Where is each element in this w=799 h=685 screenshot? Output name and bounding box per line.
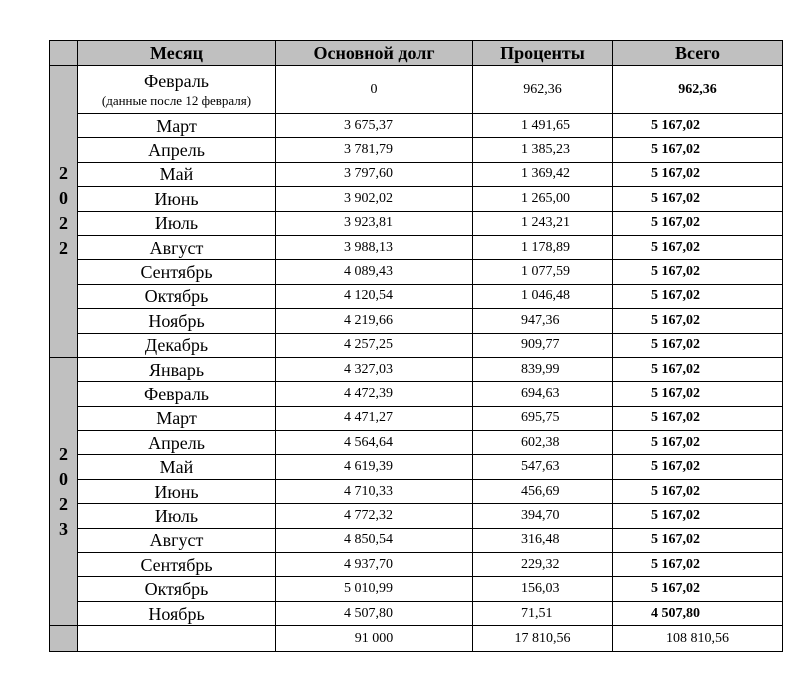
header-corner-cell (50, 41, 78, 66)
principal-cell: 4 219,66 (276, 309, 473, 333)
interest-cell: 839,99 (473, 357, 613, 381)
header-principal: Основной долг (276, 41, 473, 66)
total-cell: 5 167,02 (613, 479, 783, 503)
table-row (50, 504, 783, 528)
total-cell: 5 167,02 (613, 528, 783, 552)
principal-cell: 5 010,99 (276, 577, 473, 601)
interest-cell: 156,03 (473, 577, 613, 601)
table-row (50, 66, 783, 114)
interest-cell: 1 369,42 (473, 162, 613, 186)
table-row (50, 333, 783, 357)
interest-cell: 1 491,65 (473, 114, 613, 138)
header-total: Всего (613, 41, 783, 66)
interest-cell: 71,51 (473, 601, 613, 625)
interest-cell: 909,77 (473, 333, 613, 357)
interest-cell: 962,36 (473, 66, 613, 114)
month-note: (данные после 12 февраля) (101, 93, 252, 108)
table-row (50, 431, 783, 455)
table-row (50, 382, 783, 406)
interest-cell: 694,63 (473, 382, 613, 406)
totals-interest: 17 810,56 (473, 626, 613, 652)
interest-cell: 1 077,59 (473, 260, 613, 284)
table-row (50, 284, 783, 308)
total-cell: 5 167,02 (613, 211, 783, 235)
year-digit: 0 (59, 468, 68, 489)
table-row (50, 235, 783, 259)
month-cell: Февраль (78, 382, 276, 406)
month-cell: Октябрь (78, 284, 276, 308)
header-interest: Проценты (473, 41, 613, 66)
month-cell: Октябрь (78, 577, 276, 601)
total-cell: 5 167,02 (613, 553, 783, 577)
month-cell: Март (78, 114, 276, 138)
month-cell: Апрель (78, 431, 276, 455)
table-row (50, 162, 783, 186)
interest-cell: 229,32 (473, 553, 613, 577)
table-row (50, 138, 783, 162)
principal-cell: 3 902,02 (276, 187, 473, 211)
interest-cell: 1 178,89 (473, 235, 613, 259)
total-cell: 5 167,02 (613, 382, 783, 406)
month-cell: Май (78, 162, 276, 186)
table-row (50, 406, 783, 430)
principal-cell: 0 (276, 66, 473, 114)
principal-cell: 3 923,81 (276, 211, 473, 235)
year-label-cell (50, 357, 78, 625)
principal-cell: 4 472,39 (276, 382, 473, 406)
table-row (50, 528, 783, 552)
month-cell: Июль (78, 504, 276, 528)
principal-cell: 4 257,25 (276, 333, 473, 357)
payment-schedule-table (49, 40, 783, 652)
year-digit: 2 (59, 213, 68, 234)
month-cell: Ноябрь (78, 309, 276, 333)
principal-cell: 3 988,13 (276, 235, 473, 259)
totals-month-cell (78, 626, 276, 652)
table-row (50, 187, 783, 211)
total-cell: 5 167,02 (613, 138, 783, 162)
interest-cell: 1 385,23 (473, 138, 613, 162)
month-cell: Сентябрь (78, 260, 276, 284)
table-row (50, 479, 783, 503)
year-digit: 2 (59, 493, 68, 514)
table-row (50, 260, 783, 284)
year-digit: 3 (59, 518, 68, 539)
interest-cell: 547,63 (473, 455, 613, 479)
interest-cell: 602,38 (473, 431, 613, 455)
total-cell: 5 167,02 (613, 333, 783, 357)
header-row (50, 41, 783, 66)
interest-cell: 1 265,00 (473, 187, 613, 211)
table-row (50, 601, 783, 625)
principal-cell: 4 850,54 (276, 528, 473, 552)
principal-cell: 4 937,70 (276, 553, 473, 577)
table-row (50, 309, 783, 333)
principal-cell: 3 781,79 (276, 138, 473, 162)
table-row (50, 455, 783, 479)
totals-corner-cell (50, 626, 78, 652)
year-digit: 2 (59, 443, 68, 464)
month-cell: Август (78, 235, 276, 259)
total-cell: 5 167,02 (613, 406, 783, 430)
month-cell: Май (78, 455, 276, 479)
year-digit: 2 (59, 238, 68, 259)
total-cell: 5 167,02 (613, 455, 783, 479)
total-cell: 5 167,02 (613, 504, 783, 528)
month-label: Февраль (143, 71, 210, 91)
year-digit: 0 (59, 188, 68, 209)
interest-cell: 316,48 (473, 528, 613, 552)
principal-cell: 4 710,33 (276, 479, 473, 503)
principal-cell: 4 120,54 (276, 284, 473, 308)
month-cell: Июль (78, 211, 276, 235)
total-cell: 5 167,02 (613, 260, 783, 284)
interest-cell: 1 046,48 (473, 284, 613, 308)
principal-cell: 4 772,32 (276, 504, 473, 528)
total-cell: 5 167,02 (613, 114, 783, 138)
total-cell: 5 167,02 (613, 284, 783, 308)
month-cell (78, 66, 276, 114)
month-cell: Апрель (78, 138, 276, 162)
year-label-cell (50, 66, 78, 358)
principal-cell: 3 675,37 (276, 114, 473, 138)
header-month: Месяц (78, 41, 276, 66)
principal-cell: 4 507,80 (276, 601, 473, 625)
month-cell: Август (78, 528, 276, 552)
total-cell: 5 167,02 (613, 162, 783, 186)
principal-cell: 4 564,64 (276, 431, 473, 455)
total-cell: 5 167,02 (613, 235, 783, 259)
month-cell: Сентябрь (78, 553, 276, 577)
total-cell: 5 167,02 (613, 577, 783, 601)
table-row (50, 357, 783, 381)
table-row (50, 114, 783, 138)
interest-cell: 456,69 (473, 479, 613, 503)
table-row (50, 211, 783, 235)
month-cell: Декабрь (78, 333, 276, 357)
month-cell: Июнь (78, 479, 276, 503)
month-cell: Март (78, 406, 276, 430)
principal-cell: 4 619,39 (276, 455, 473, 479)
total-cell: 5 167,02 (613, 431, 783, 455)
month-cell: Июнь (78, 187, 276, 211)
interest-cell: 947,36 (473, 309, 613, 333)
total-cell: 5 167,02 (613, 187, 783, 211)
table-row (50, 577, 783, 601)
month-cell: Ноябрь (78, 601, 276, 625)
total-cell: 4 507,80 (613, 601, 783, 625)
month-cell: Январь (78, 357, 276, 381)
total-cell: 5 167,02 (613, 309, 783, 333)
interest-cell: 394,70 (473, 504, 613, 528)
principal-cell: 4 327,03 (276, 357, 473, 381)
total-cell: 962,36 (613, 66, 783, 114)
totals-row (50, 626, 783, 652)
principal-cell: 4 089,43 (276, 260, 473, 284)
interest-cell: 1 243,21 (473, 211, 613, 235)
principal-cell: 4 471,27 (276, 406, 473, 430)
table-row (50, 553, 783, 577)
year-digit: 2 (59, 163, 68, 184)
principal-cell: 3 797,60 (276, 162, 473, 186)
totals-principal: 91 000 (276, 626, 473, 652)
total-cell: 5 167,02 (613, 357, 783, 381)
totals-total: 108 810,56 (613, 626, 783, 652)
interest-cell: 695,75 (473, 406, 613, 430)
